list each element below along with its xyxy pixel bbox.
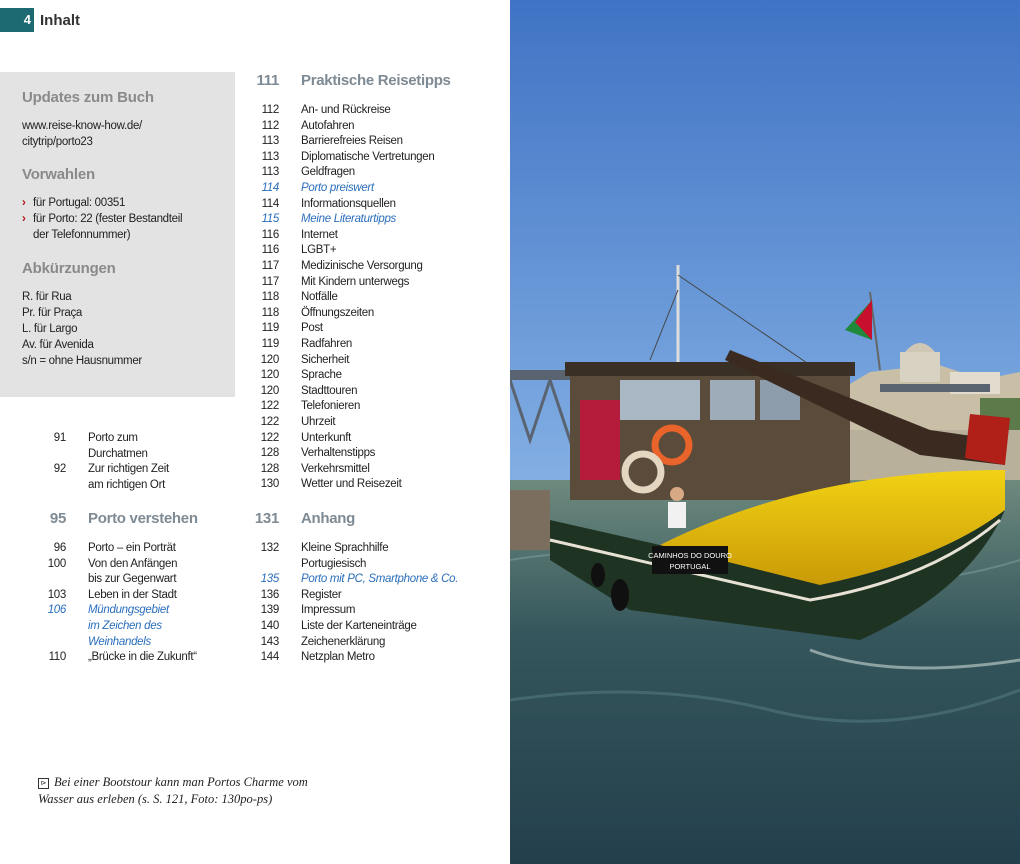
toc-entry[interactable]: [36, 447, 276, 463]
toc-entry-page-number: 92: [53, 463, 66, 476]
updates-heading: Updates zum Buch: [22, 89, 154, 106]
page-title: Inhalt: [40, 12, 80, 29]
toc-entry[interactable]: [249, 134, 489, 150]
toc-entry-title: Autofahren: [301, 119, 355, 132]
abk-line: Pr. für Praça: [22, 307, 83, 319]
toc-entry-title: Register: [301, 588, 342, 601]
toc-entry-title: Porto mit PC, Smartphone & Co.: [301, 573, 459, 586]
abkuerzungen-heading: Abkürzungen: [22, 260, 116, 277]
toc-entry[interactable]: [249, 103, 489, 119]
toc-entry-page-number: 120: [260, 353, 279, 366]
updates-url-line-2[interactable]: citytrip/porto23: [22, 136, 93, 148]
toc-entry[interactable]: [249, 290, 489, 306]
toc-entry-page-number: 113: [261, 166, 279, 179]
toc-entry-title: Von den Anfängen: [88, 557, 178, 570]
toc-entry[interactable]: [249, 337, 489, 353]
toc-entry-title: Durchatmen: [88, 447, 148, 460]
toc-entry[interactable]: [249, 635, 489, 651]
toc-entry[interactable]: [36, 588, 276, 604]
bullet-arrow-icon: ›: [22, 197, 26, 209]
toc-entry-page-number: 113: [261, 135, 279, 148]
toc-entry-title: Sicherheit: [301, 353, 350, 366]
toc-entry-page-number: 91: [53, 432, 66, 444]
abk-line: L. für Largo: [22, 323, 78, 335]
toc-entry-title: Netzplan Metro: [301, 651, 375, 664]
toc-entry-page-number: 116: [261, 228, 279, 241]
toc-entry[interactable]: [249, 212, 489, 228]
quay: [510, 490, 550, 550]
toc-entry-title: am richtigen Ort: [88, 478, 166, 491]
toc-entry[interactable]: [36, 650, 276, 666]
toc-entry[interactable]: [36, 635, 276, 651]
toc-entry-title: Impressum: [301, 604, 356, 617]
vorwahl-porto-continued: der Telefonnummer): [33, 229, 131, 241]
info-box: [0, 72, 235, 397]
toc-entry-title: Öffnungszeiten: [301, 306, 374, 319]
toc-entry-page-number: 128: [260, 447, 279, 460]
toc-section-131[interactable]: 131 Anhang: [254, 510, 356, 527]
toc-entry-page-number: 122: [260, 416, 279, 428]
toc-entry[interactable]: [249, 197, 489, 213]
toc-entry-page-number: 112: [261, 119, 279, 132]
toc-entry-title: Wetter und Reisezeit: [301, 478, 402, 491]
toc-entry-title: Porto zum: [88, 432, 138, 444]
toc-entry[interactable]: [249, 353, 489, 369]
toc-entry[interactable]: [249, 181, 489, 197]
toc-entry-page-number: 139: [260, 604, 279, 617]
toc-entry-title: „Brücke in die Zukunft“: [88, 651, 197, 664]
toc-entry-page-number: 117: [261, 260, 279, 272]
boat-name-line-1: CAMINHOS DO DOURO: [648, 551, 732, 560]
toc-entry-page-number: 117: [261, 275, 279, 288]
toc-entry-title: Stadttouren: [301, 384, 358, 397]
toc-entry-title: Porto – ein Porträt: [88, 542, 176, 554]
fender: [591, 563, 605, 587]
toc-entry-page-number: 132: [260, 542, 279, 554]
toc-entry-page-number: 116: [261, 244, 279, 257]
toc-entry-title: Zur richtigen Zeit: [88, 463, 169, 476]
toc-entry[interactable]: [249, 384, 489, 400]
toc-entry[interactable]: [249, 228, 489, 244]
boat-name-line-2: PORTUGAL: [669, 562, 711, 571]
toc-entry-title: Notfälle: [301, 291, 338, 304]
toc-entry[interactable]: [249, 462, 489, 478]
toc-entry-page-number: 118: [261, 306, 279, 319]
abk-line: s/n = ohne Hausnummer: [22, 355, 142, 367]
toc-entry-page-number: 113: [261, 150, 279, 163]
toc-entry-page-number: 120: [260, 369, 279, 382]
photo-page: [510, 0, 1020, 864]
toc-entry[interactable]: [249, 588, 489, 604]
toc-entry-page-number: 120: [260, 384, 279, 397]
toc-entry-title: Unterkunft: [301, 431, 352, 444]
toc-entry-title: Verkehrsmittel: [301, 462, 370, 475]
toc-entry-page-number: 143: [260, 635, 279, 648]
monastery: [900, 352, 940, 382]
toc-entry-title: Zeichenerklärung: [301, 635, 386, 648]
toc-entry[interactable]: [249, 619, 489, 635]
toc-entry[interactable]: [249, 477, 489, 493]
toc-entry-page-number: 119: [261, 338, 279, 350]
toc-entry-title: Sprache: [301, 369, 342, 382]
toc-entry-title: im Zeichen des: [88, 620, 162, 632]
toc-entry-page-number: 106: [47, 604, 66, 617]
toc-entry-page-number: 114: [261, 197, 279, 210]
toc-entry-page-number: 136: [260, 588, 279, 601]
toc-section-95[interactable]: 95 Porto verstehen: [49, 510, 198, 527]
page-number-tab: 4: [0, 8, 34, 32]
toc-entry-title: Geldfragen: [301, 166, 355, 179]
fender: [611, 579, 629, 611]
toc-entry-page-number: 115: [261, 213, 279, 226]
toc-entry-title: Portugiesisch: [301, 557, 367, 570]
vorwahlen-heading: Vorwahlen: [22, 166, 95, 183]
toc-entry[interactable]: [249, 150, 489, 166]
toc-entry-title: Uhrzeit: [301, 416, 336, 428]
porto-boat-photo: [510, 0, 1020, 864]
photo-pointer-icon: ⊳: [38, 778, 49, 789]
toc-entry-title: Barrierefreies Reisen: [301, 135, 403, 148]
abk-line: R. für Rua: [22, 291, 72, 303]
toc-entry-page-number: 118: [261, 291, 279, 304]
toc-entry-title: Kleine Sprachhilfe: [301, 542, 389, 554]
cabin-red-panel: [580, 400, 620, 480]
toc-entry[interactable]: [249, 399, 489, 415]
toc-entry-page-number: 100: [47, 557, 66, 570]
toc-entry[interactable]: [249, 119, 489, 135]
toc-entry-page-number: 135: [260, 573, 279, 586]
toc-entry[interactable]: [249, 321, 489, 337]
toc-entry-title: Mündungsgebiet: [88, 604, 169, 617]
toc-entry-title: Internet: [301, 228, 338, 241]
toc-entry-page-number: 112: [261, 104, 279, 116]
toc-entry[interactable]: [249, 431, 489, 447]
toc-entry-page-number: 130: [260, 478, 279, 491]
toc-entry[interactable]: [36, 541, 276, 557]
person-on-boat: [670, 487, 684, 501]
toc-entry-title: Telefonieren: [301, 400, 361, 413]
toc-entry[interactable]: [36, 431, 276, 447]
vorwahl-portugal: › für Portugal: 00351: [22, 197, 126, 209]
toc-entry-title: Porto preiswert: [301, 182, 374, 194]
toc-entry[interactable]: [249, 259, 489, 275]
toc-entry-page-number: 114: [261, 182, 279, 194]
toc-entry-page-number: 144: [260, 651, 279, 664]
toc-entry-title: bis zur Gegenwart: [88, 573, 177, 586]
toc-entry[interactable]: [36, 619, 276, 635]
toc-entry-title: Post: [301, 322, 323, 335]
toc-entry-title: Meine Literaturtipps: [301, 213, 396, 226]
toc-entry[interactable]: [249, 650, 489, 666]
updates-url-line-1[interactable]: www.reise-know-how.de/: [22, 120, 142, 132]
toc-entry-title: Verhaltenstipps: [301, 447, 376, 460]
toc-entry[interactable]: [249, 368, 489, 384]
toc-entry-page-number: 110: [48, 651, 66, 664]
toc-entry[interactable]: [36, 557, 276, 573]
toc-entry-title: Diplomatische Vertretungen: [301, 150, 435, 163]
toc-entry[interactable]: [249, 306, 489, 322]
toc-entry-page-number: 122: [260, 400, 279, 413]
toc-entry-title: An- und Rückreise: [301, 104, 391, 116]
toc-entry[interactable]: [36, 572, 276, 588]
toc-entry-page-number: 96: [53, 542, 66, 554]
toc-entry-page-number: 128: [260, 462, 279, 475]
toc-entry-title: Medizinische Versorgung: [301, 260, 423, 272]
toc-entry-title: Leben in der Stadt: [88, 588, 177, 601]
toc-entry-page-number: 140: [260, 620, 279, 632]
toc-entry-title: LGBT+: [301, 244, 337, 257]
toc-entry[interactable]: [249, 275, 489, 291]
toc-entry-title: Radfahren: [301, 338, 353, 350]
toc-entry[interactable]: [36, 462, 276, 478]
toc-entry-title: Weinhandels: [88, 635, 151, 648]
toc-section-111[interactable]: 111 Praktische Reisetipps: [256, 72, 451, 89]
toc-entry[interactable]: [249, 541, 489, 557]
toc-entry-title: Liste der Karteneinträge: [301, 620, 417, 632]
toc-entry[interactable]: [36, 478, 276, 494]
toc-entry-title: Mit Kindern unterwegs: [301, 275, 410, 288]
photo-caption: ⊳ Bei einer Bootstour kann man Portos Charme vom Wasser aus erleben (s. S. 121, Foto: 130po-ps): [38, 775, 308, 806]
toc-entry[interactable]: [249, 165, 489, 181]
toc-entry[interactable]: [249, 446, 489, 462]
toc-entry[interactable]: [249, 557, 489, 573]
abk-line: Av. für Avenida: [22, 339, 94, 351]
toc-entry-page-number: 103: [47, 588, 66, 601]
toc-entry[interactable]: [249, 415, 489, 431]
toc-entry[interactable]: [249, 603, 489, 619]
bullet-arrow-icon: ›: [22, 213, 26, 225]
toc-entry-title: Informationsquellen: [301, 197, 396, 210]
toc-entry[interactable]: [249, 243, 489, 259]
vorwahl-porto: › für Porto: 22 (fester Bestandteil: [22, 213, 183, 225]
toc-entry[interactable]: [36, 603, 276, 619]
toc-entry[interactable]: [249, 572, 489, 588]
toc-entry-page-number: 119: [261, 322, 279, 335]
toc-entry-page-number: 122: [260, 431, 279, 444]
